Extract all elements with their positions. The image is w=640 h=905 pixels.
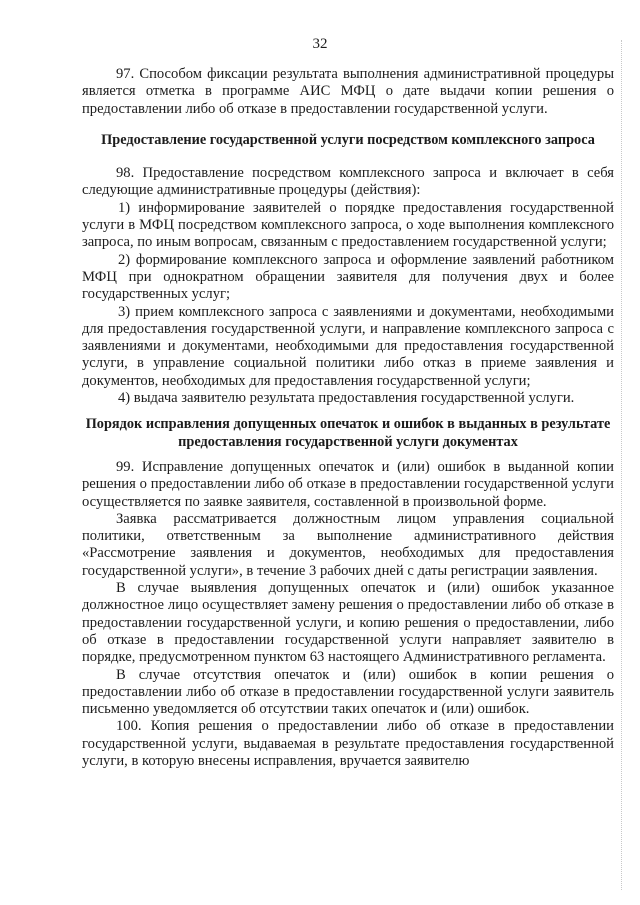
- scan-edge-line: [620, 40, 622, 890]
- paragraph-no-errors: В случае отсутствия опечаток и (или) ошибок в копии решения о предоставлении либо об отказе в предоставлении государственной услуги заявитель письменно уведомляется об отсутствии таких опечаток и (или) ошибок.: [82, 666, 614, 718]
- section-heading-complex-request: Предоставление государственной услуги посредством комплексного запроса: [101, 131, 595, 148]
- list-item-2: 2) формирование комплексного запроса и оформление заявлений работником МФЦ при однократном обращении заявителя для получения двух и более государственных услуг;: [82, 251, 614, 303]
- list-item-3: 3) прием комплексного запроса с заявлениями и документами, необходимыми для предоставления государственной услуги, и направление комплексного запроса с заявлениями и документами, необходимыми для предоставления государственной услуги, в управление социальной политики либо отказ в приеме заявления и документов, необходимых для предоставления государственной услуги;: [82, 303, 614, 389]
- paragraph-request-review: Заявка рассматривается должностным лицом управления социальной политики, ответственным за выполнение административного действия «Рассмотрение заявления и документов, необходимых для предоставления государственной услуги», в течение 3 рабочих дней с даты регистрации заявления.: [82, 510, 614, 579]
- document-body: [82, 66, 614, 770]
- paragraph-99: 99. Исправление допущенных опечаток и (или) ошибок в выданной копии решения о предоставлении либо об отказе в предоставлении государственной услуги осуществляется по заявке заявителя, составленной в произвольной форме.: [82, 458, 614, 510]
- section-heading-error-correction: Порядок исправления допущенных опечаток и ошибок в выданных в результате предоставления государственной услуги документах: [85, 416, 611, 450]
- paragraph-98: 98. Предоставление посредством комплексного запроса и включает в себя следующие административные процедуры (действия):: [82, 165, 614, 199]
- paragraph-97: 97. Способом фиксации результата выполнения административной процедуры является отметка в программе АИС МФЦ о дате выдачи копии решения о предоставлении либо об отказе в предоставлении государственной услуги.: [82, 66, 614, 117]
- list-item-4: 4) выдача заявителю результата предоставления государственной услуги.: [118, 390, 575, 407]
- paragraph-errors-found: В случае выявления допущенных опечаток и (или) ошибок указанное должностное лицо осуществляет замену решения о предоставлении либо об отказе в предоставлении государственной услуги, и копию решения о предоставлении, либо об отказе в предоставлении государственной услуги направляет заявителю в порядке, предусмотренном пунктом 63 настоящего Административного регламента.: [82, 580, 614, 666]
- list-item-1: 1) информирование заявителей о порядке предоставления государственной услуги в МФЦ посредством комплексного запроса, о ходе выполнения комплексного запроса, по иным вопросам, связанным с предоставлением государственной услуги;: [82, 199, 614, 251]
- paragraph-100: 100. Копия решения о предоставлении либо об отказе в предоставлении государственной услуги, выдаваемая в результате предоставления государственной услуги, в которую внесены исправления, вручается заявителю: [82, 718, 614, 769]
- page-number: 32: [312, 36, 328, 52]
